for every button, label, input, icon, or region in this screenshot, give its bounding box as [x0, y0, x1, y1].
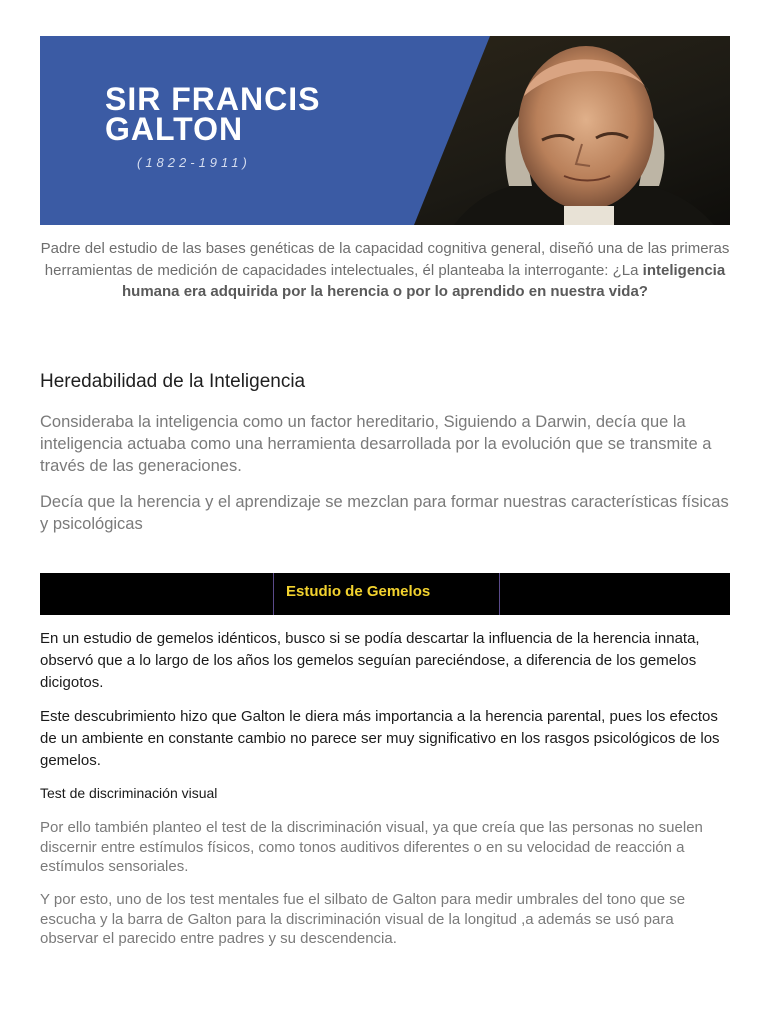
- title-banner: [40, 36, 730, 225]
- test-paragraph-1: Por ello también planteo el test de la discriminación visual, ya que creía que las personas no suelen discernir entre estímulos físicos, como tonos auditivos diferentes o en su velocidad de reacción a estímulos sensoriales.: [40, 819, 703, 875]
- portrait-image: [414, 36, 730, 225]
- heredabilidad-heading: Heredabilidad de la Inteligencia: [40, 371, 306, 392]
- lifespan-years: (1822-1911): [137, 155, 251, 170]
- gemelos-label-cell: [273, 573, 500, 615]
- page-title: SIR FRANCIS GALTON: [105, 81, 321, 147]
- test-paragraph-2: Y por esto, uno de los test mentales fue el silbato de Galton para medir umbrales del tono que se escucha y la barra de Galton para la discriminación visual de la longitud ,a además se usó para observar el parecido entre padres y su descendencia.: [40, 891, 686, 947]
- gemelos-paragraph-2: Este descubrimiento hizo que Galton le diera más importancia a la herencia parental, pues los efectos de un ambiente en constante cambio no parece ser muy significativo en los rasgos psicológicos de los gemelos.: [40, 708, 720, 769]
- portrait-illustration: [414, 36, 730, 225]
- intro-text: Padre del estudio de las bases genéticas de la capacidad cognitiva general, diseñó una de las primeras herramientas de medición de capacidades intelectuales, él planteaba la interrogante: ¿La: [40, 240, 730, 279]
- intro-bold-question: inteligencia humana era adquirida por la herencia o por lo aprendido en nuestra vida?: [122, 261, 726, 300]
- gemelos-section-bar: [40, 573, 730, 615]
- gemelos-paragraph-1: En un estudio de gemelos idénticos, busco si se podía descartar la influencia de la herencia innata, observó que a lo largo de los años los gemelos seguían pareciéndose, a diferencia de los gemelos dicigotos.: [40, 630, 700, 691]
- intro-paragraph: [40, 238, 730, 303]
- heredabilidad-paragraph-1: Consideraba la inteligencia como un factor hereditario, Siguiendo a Darwin, decía que la inteligencia actuaba como una herramienta desarrollada por la evolución que se transmite a través de las generaciones.: [40, 413, 712, 475]
- gemelos-label: Estudio de Gemelos: [286, 583, 431, 600]
- heredabilidad-paragraph-2: Decía que la herencia y el aprendizaje se mezclan para formar nuestras características físicas y psicológicas: [40, 493, 729, 533]
- test-heading: Test de discriminación visual: [40, 785, 218, 801]
